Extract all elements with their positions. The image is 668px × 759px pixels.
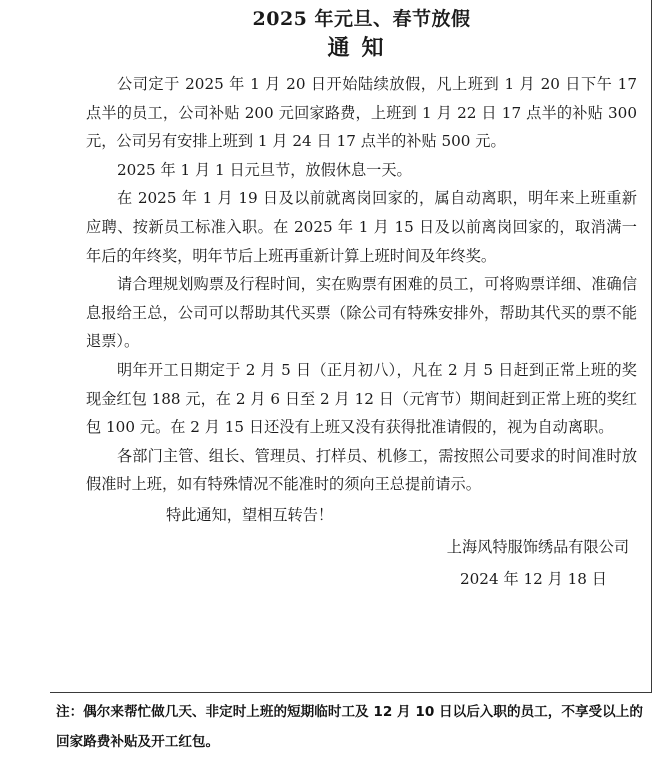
footnote: 注：偶尔来帮忙做几天、非定时上班的短期临时工及 12 月 10 日以后入职的员工，不享受以上的回家路费补贴及开工红包。 (56, 704, 643, 750)
notice-body (50, 0, 652, 693)
paragraph-new-year: 2025 年 1 月 1 日元旦节，放假休息一天。 (117, 160, 412, 179)
notice-title: 2025 年元旦、春节放假 (252, 8, 471, 30)
paragraph-department-staff: 各部门主管、组长、管理员、打样员、机修工，需按照公司要求的时间准时放假准时上班，如有特殊情况不能准时的须向王总提前请示。 (86, 446, 637, 494)
paragraph-early-leave: 在 2025 年 1 月 19 日及以前就离岗回家的，属自动离职，明年来上班重新应聘、按新员工标准入职。在 2025 年 1 月 15 日及以前离岗回家的，取消满一年后的年终奖，明年节后上班再重新计算上班时间及年终奖。 (86, 189, 637, 265)
paragraph-return-bonus: 明年开工日期定于 2 月 5 日（正月初八），凡在 2 月 5 日赶到正常上班的奖现金红包 188 元，在 2 月 6 日至 2 月 12 日（元宵节）期间赶到正常上班的奖红包 100 元。在 2 月 15 日还没有上班又没有获得批准请假的，视为自动离职。 (86, 360, 637, 437)
notice-subtitle: 通知 (327, 35, 396, 61)
company-name: 上海风特服饰绣品有限公司 (446, 537, 629, 556)
closing-remark: 特此通知，望相互转告！ (166, 505, 334, 524)
notice-date: 2024 年 12 月 18 日 (459, 569, 607, 588)
paragraph-holiday-subsidy: 公司定于 2025 年 1 月 20 日开始陆续放假，凡上班到 1 月 20 日下午 17 点半的员工，公司补贴 200 元回家路费，上班到 1 月 22 日 17 点半的补贴 300 元，公司另有安排上班到 1 月 24 日 17 点半的补贴 500 元。 (86, 75, 637, 151)
paragraph-tickets: 请合理规划购票及行程时间，实在购票有困难的员工，可将购票详细、准确信息报给王总，公司可以帮助其代买票（除公司有特殊安排外，帮助其代买的票不能退票）。 (86, 275, 637, 351)
